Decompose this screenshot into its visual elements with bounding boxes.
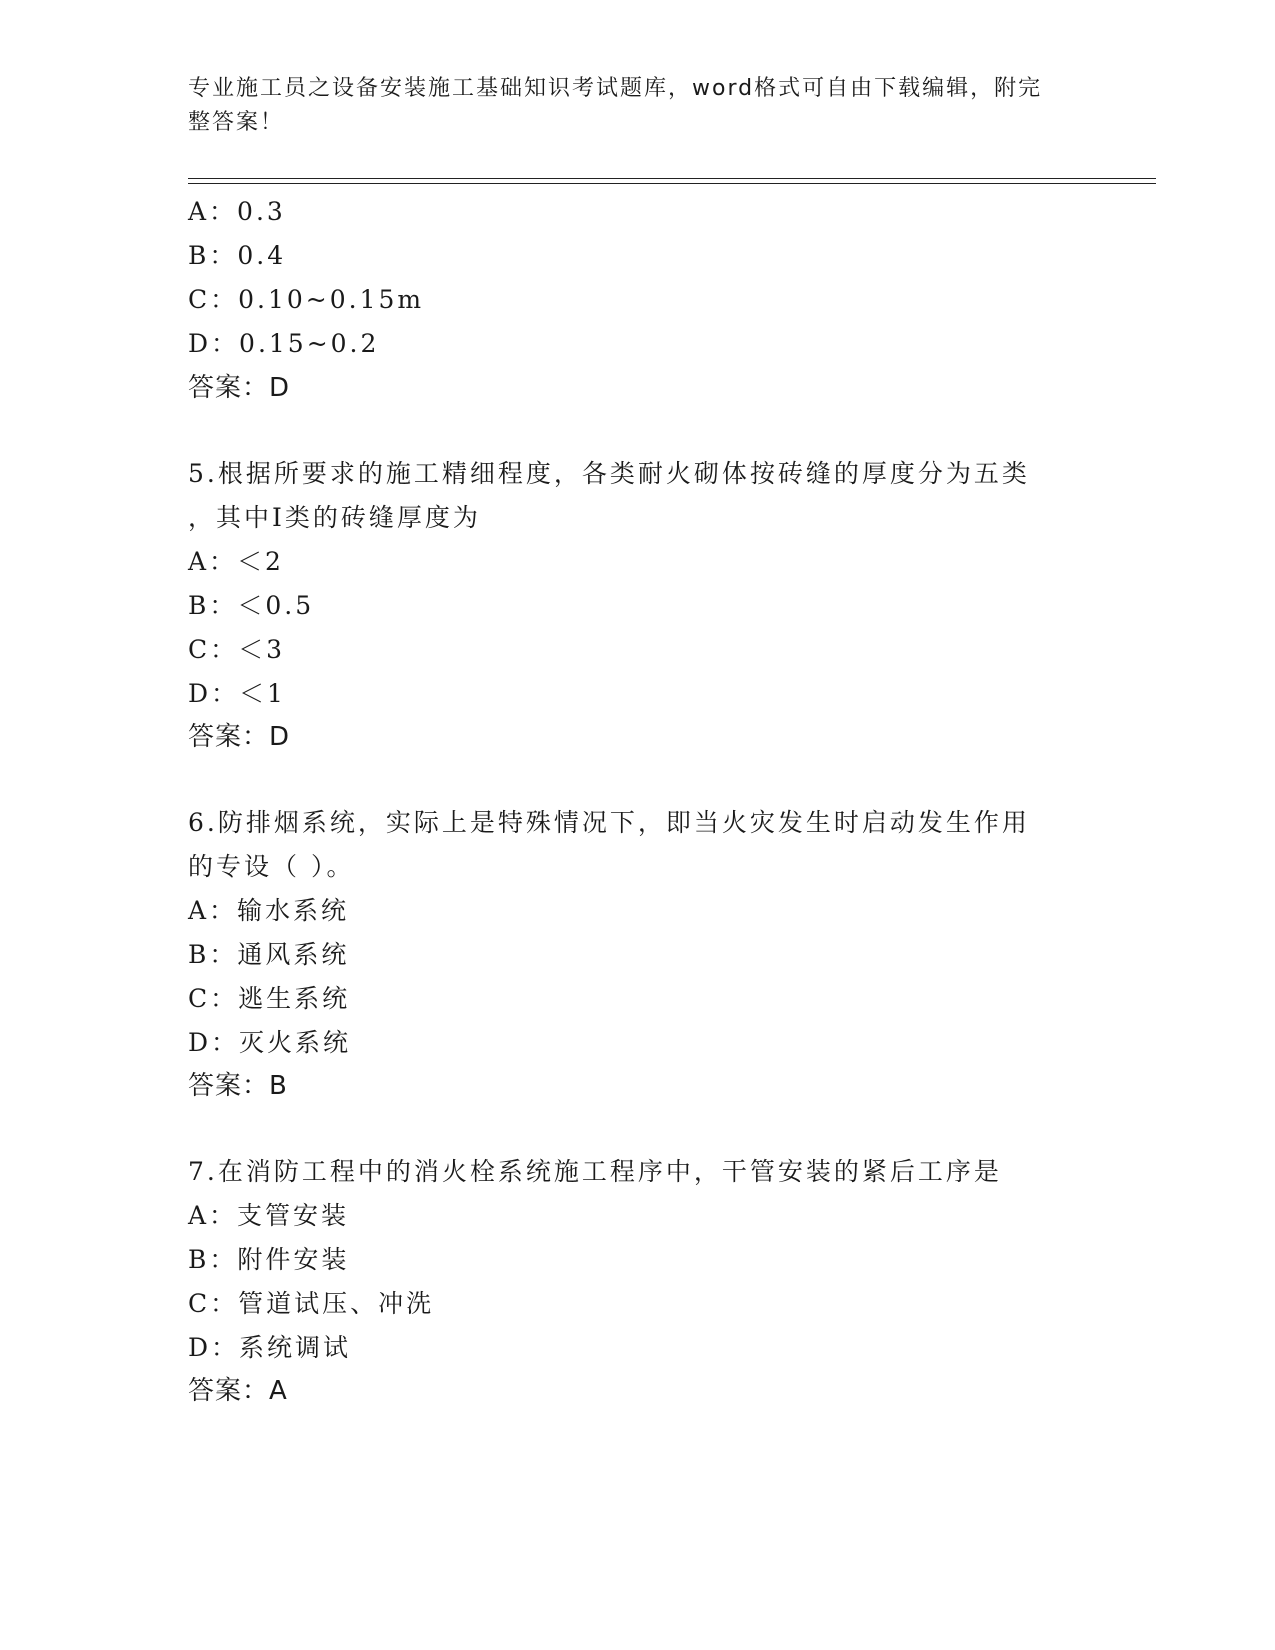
header-divider-bottom: [188, 183, 1156, 184]
q6-stem-line-1: 6.防排烟系统，实际上是特殊情况下，即当火灾发生时启动发生作用: [188, 808, 1030, 837]
q4-answer: 答案：D: [188, 373, 291, 403]
q5-stem-line-2: ，其中Ⅰ类的砖缝厚度为: [188, 503, 481, 532]
q5-option-a: A：＜2: [188, 547, 284, 576]
q6-stem-line-2: 的专设（ ）。: [188, 852, 355, 881]
header-line-1: 专业施工员之设备安装施工基础知识考试题库，word格式可自由下载编辑，附完: [188, 76, 1043, 101]
q7-option-d: D：系统调试: [188, 1333, 352, 1362]
q7-answer: 答案：A: [188, 1376, 288, 1406]
header-line-2: 整答案！: [188, 110, 285, 135]
q6-option-c: C：逃生系统: [188, 984, 351, 1013]
q5-stem-line-1: 5.根据所要求的施工精细程度，各类耐火砌体按砖缝的厚度分为五类: [188, 459, 1030, 488]
q4-option-c: C：0.10~0.15m: [188, 285, 425, 314]
q4-option-a: A：0.3: [188, 197, 286, 226]
q7-option-b: B：附件安装: [188, 1245, 350, 1274]
header-divider-top: [188, 178, 1156, 179]
document-header: [188, 72, 1078, 140]
q7-option-a: A：支管安装: [188, 1201, 350, 1230]
q5-option-d: D：＜1: [188, 679, 286, 708]
q7-option-c: C：管道试压、冲洗: [188, 1289, 435, 1318]
q4-option-d: D：0.15~0.2: [188, 329, 380, 358]
q6-answer: 答案：B: [188, 1071, 288, 1101]
q6-option-a: A：输水系统: [188, 896, 350, 925]
q5-option-c: C：＜3: [188, 635, 286, 664]
q6-option-b: B：通风系统: [188, 940, 350, 969]
q5-answer: 答案：D: [188, 722, 291, 752]
q4-option-b: B：0.4: [188, 241, 287, 270]
q6-option-d: D：灭火系统: [188, 1028, 352, 1057]
q7-stem-line-1: 7.在消防工程中的消火栓系统施工程序中，干管安装的紧后工序是: [188, 1157, 1002, 1186]
q5-option-b: B：＜0.5: [188, 591, 315, 620]
